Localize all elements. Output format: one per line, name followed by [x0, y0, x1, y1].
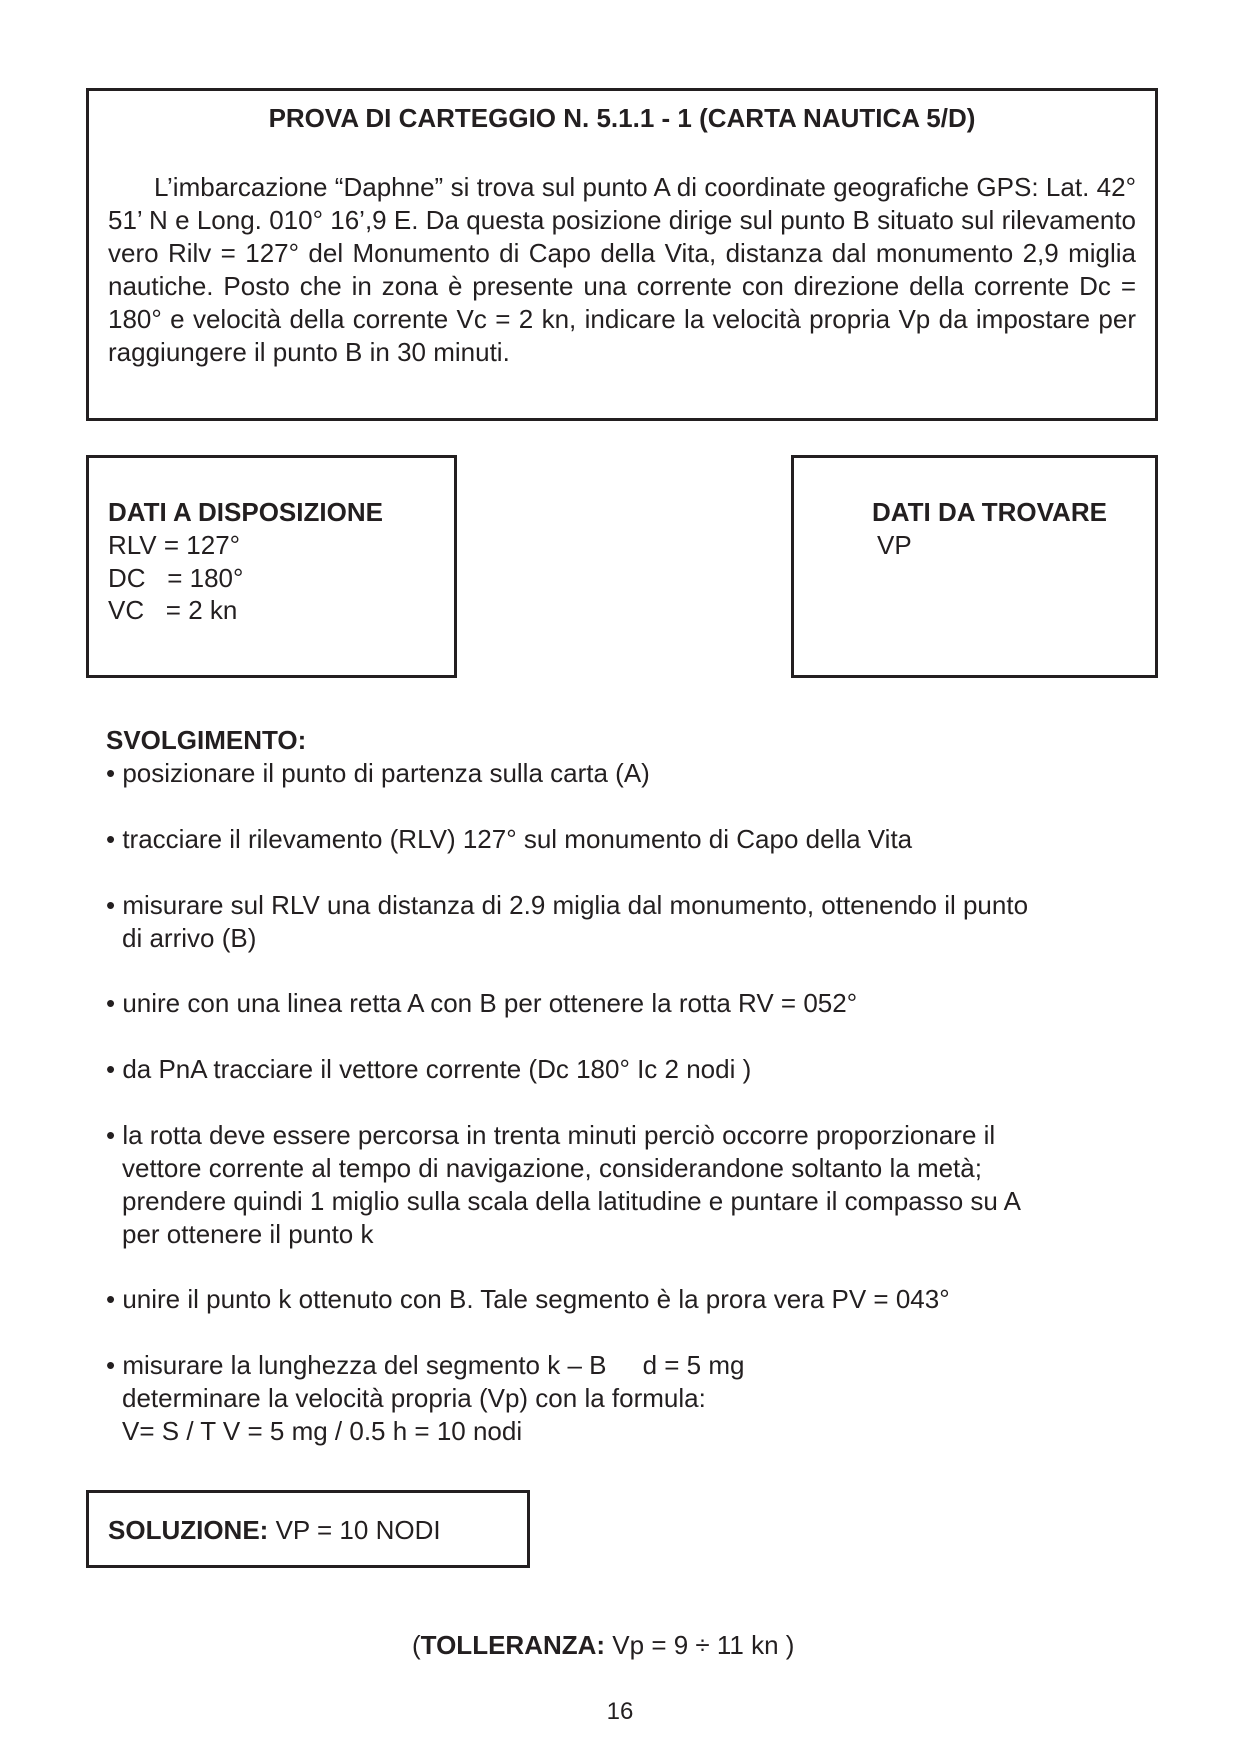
step-4	[106, 987, 1146, 1020]
available-data-dc: DC = 180°	[108, 563, 244, 593]
tolerance-open-paren: (	[412, 1630, 421, 1660]
available-data-box	[86, 455, 457, 678]
step-7	[106, 1283, 1146, 1316]
available-data-vc: VC = 2 kn	[108, 595, 238, 625]
step-3	[106, 889, 1146, 955]
data-to-find-box	[791, 455, 1158, 678]
step-7-line-1: • unire il punto k ottenuto con B. Tale segmento è la prora vera PV = 043°	[106, 1284, 950, 1314]
tolerance-value: Vp = 9 ÷ 11 kn )	[612, 1630, 795, 1660]
page-number: 16	[606, 1698, 634, 1725]
step-4-line-1: • unire con una linea retta A con B per ottenere la rotta RV = 052°	[106, 988, 858, 1018]
data-to-find-heading: DATI DA TROVARE	[872, 497, 1107, 527]
step-5	[106, 1053, 1146, 1086]
step-1	[106, 757, 1146, 790]
svolgimento-heading: SVOLGIMENTO:	[106, 725, 307, 755]
step-5-line-1: • da PnA tracciare il vettore corrente (Dc 180° Ic 2 nodi )	[106, 1054, 752, 1084]
tolerance-line	[412, 1629, 794, 1662]
step-8-line-2: determinare la velocità propria (Vp) con la formula:	[122, 1383, 706, 1413]
solution-text	[108, 1515, 441, 1546]
problem-title: PROVA DI CARTEGGIO N. 5.1.1 - 1 (CARTA NAUTICA 5/D)	[268, 103, 976, 133]
step-8-line-1: • misurare la lunghezza del segmento k – B d = 5 mg	[106, 1350, 745, 1380]
available-data-rlv: RLV = 127°	[108, 530, 241, 560]
problem-text: L’imbarcazione “Daphne” si trova sul punto A di coordinate geografiche GPS: Lat. 42° 51’ N e Long. 010° 16’,9 E. Da questa posizione dirige sul punto B situato sul rilevamento vero Rilv = 127° del Monumento di Capo della Vita, distanza dal monumento 2,9 miglia nautiche. Posto che in zona è presente una corrente con direzione della corrente Dc = 180° e velocità della corrente Vc = 2 kn, indicare la velocità propria Vp da impostare per raggiungere il punto B in 30 minuti.	[108, 172, 1136, 367]
step-3-line-2: di arrivo (B)	[122, 923, 257, 953]
step-3-line-1: • misurare sul RLV una distanza di 2.9 miglia dal monumento, ottenendo il punto	[106, 890, 1029, 920]
solution-box	[86, 1490, 530, 1568]
step-6-line-4: per ottenere il punto k	[122, 1219, 374, 1249]
problem-box	[86, 88, 1158, 421]
step-2-line-1: • tracciare il rilevamento (RLV) 127° sul monumento di Capo della Vita	[106, 824, 913, 854]
step-6-line-3: prendere quindi 1 miglio sulla scala della latitudine e puntare il compasso su A	[122, 1186, 1021, 1216]
solution-label: SOLUZIONE:	[108, 1515, 269, 1545]
step-6-line-2: vettore corrente al tempo di navigazione, considerandone soltanto la metà;	[122, 1153, 982, 1183]
step-6	[106, 1119, 1146, 1251]
step-8	[106, 1349, 1146, 1448]
step-1-line-1: • posizionare il punto di partenza sulla carta (A)	[106, 758, 650, 788]
data-to-find-vp: VP	[877, 530, 912, 560]
step-8-line-3: V= S / T V = 5 mg / 0.5 h = 10 nodi	[122, 1416, 523, 1446]
available-data-heading: DATI A DISPOSIZIONE	[108, 497, 383, 527]
solution-value: VP = 10 NODI	[275, 1515, 441, 1545]
step-6-line-1: • la rotta deve essere percorsa in trenta minuti perciò occorre proporzionare il	[106, 1120, 996, 1150]
tolerance-label: TOLLERANZA:	[420, 1630, 606, 1660]
step-2	[106, 823, 1146, 856]
